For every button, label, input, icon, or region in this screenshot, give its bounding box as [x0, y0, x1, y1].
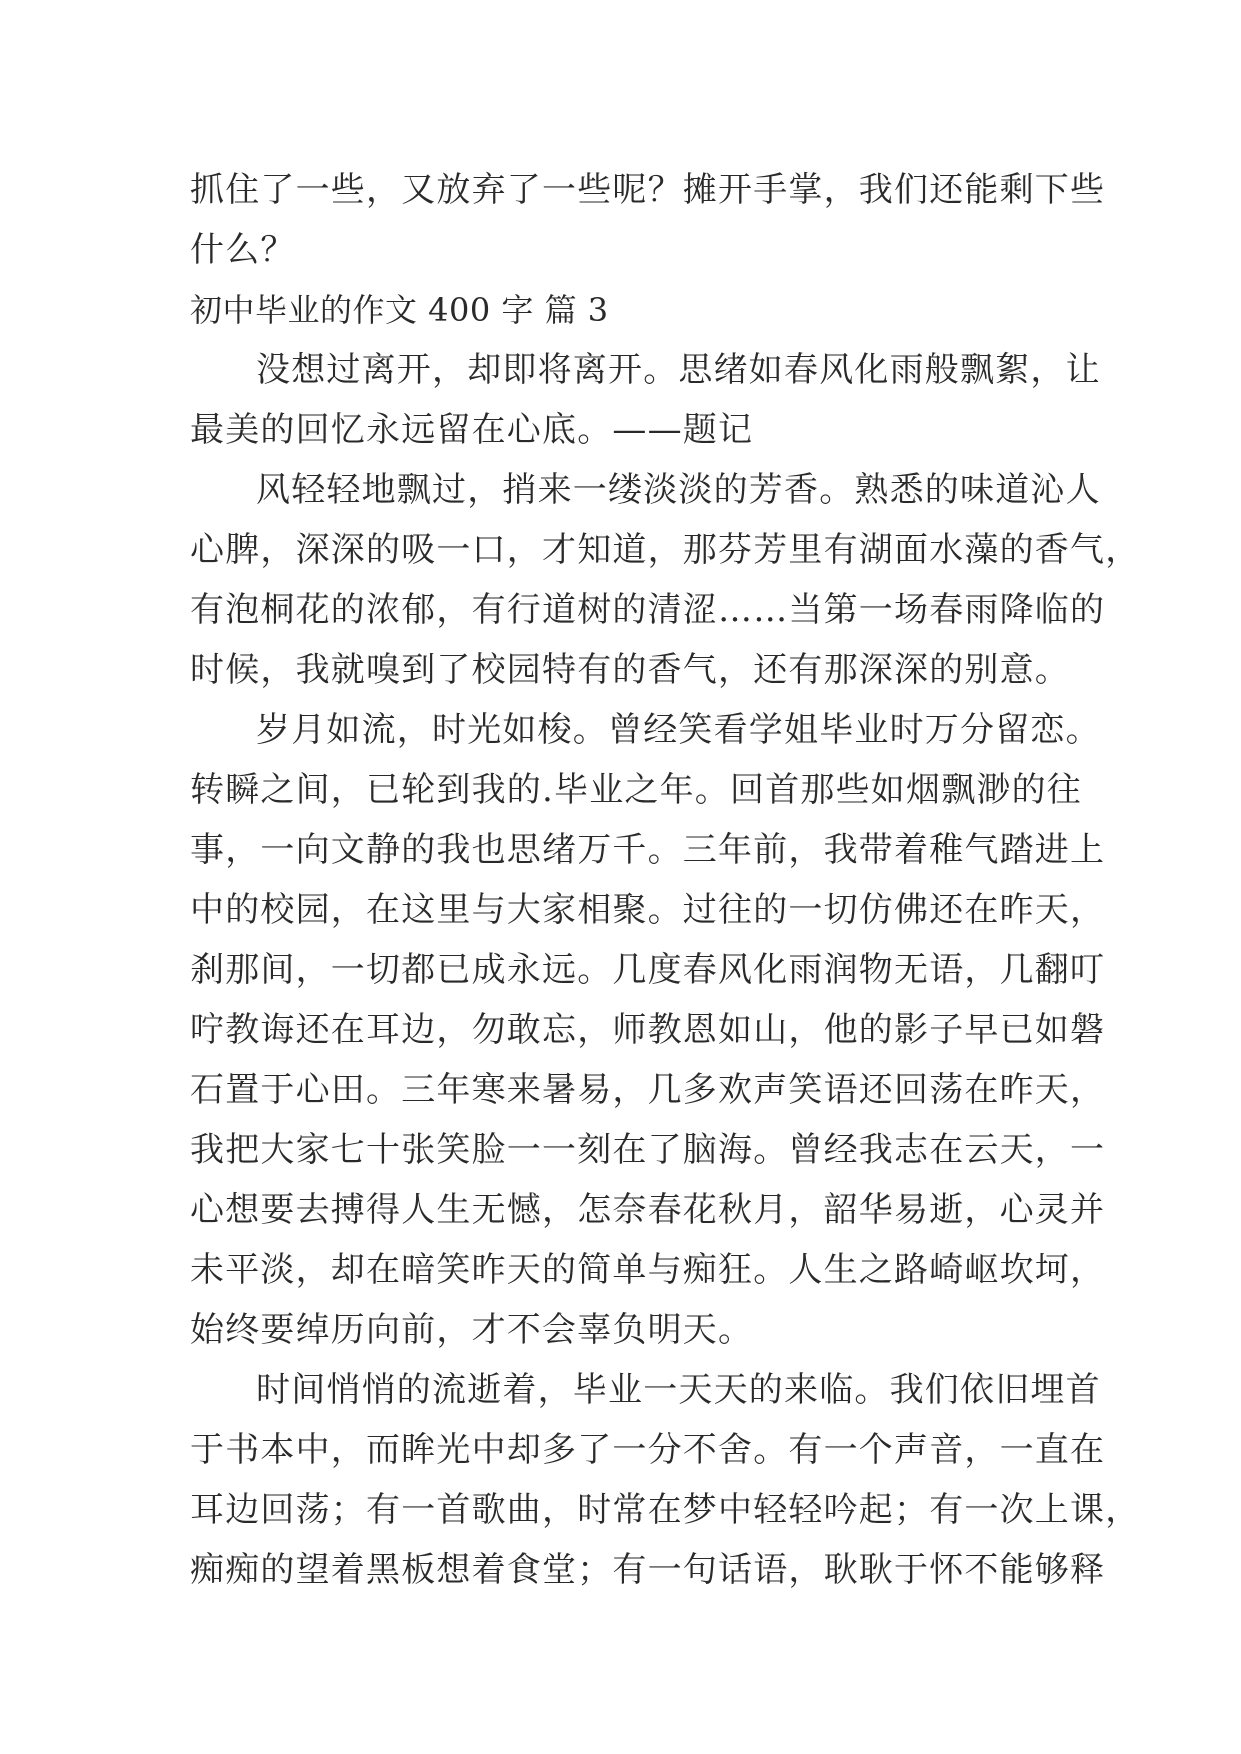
text-line: 有泡桐花的浓郁，有行道树的清涩……当第一场春雨降临的 [190, 590, 1106, 630]
text-line: 耳边回荡；有一首歌曲，时常在梦中轻轻吟起；有一次上课， [190, 1490, 1141, 1530]
paragraph-years [190, 700, 1106, 1360]
paragraph-time [190, 1360, 1141, 1600]
text-line: 痴痴的望着黑板想着食堂；有一句话语，耿耿于怀不能够释 [190, 1550, 1106, 1590]
text-line: 心脾，深深的吸一口，才知道，那芬芳里有湖面水藻的香气， [190, 530, 1141, 570]
text-line: 事，一向文静的我也思绪万千。三年前，我带着稚气踏进上 [190, 830, 1106, 870]
text-line: 石置于心田。三年寒来暑易，几多欢声笑语还回荡在昨天， [190, 1070, 1106, 1110]
paragraph-epigraph [190, 340, 1101, 460]
paragraph-fragrance [190, 460, 1141, 700]
intro-paragraph [190, 160, 1106, 280]
text-line: 什么？ [190, 230, 296, 270]
text-line: 中的校园，在这里与大家相聚。过往的一切仿佛还在昨天， [190, 890, 1106, 930]
text-line: 风轻轻地飘过，捎来一缕淡淡的芳香。熟悉的味道沁人 [256, 470, 1101, 510]
text-line: 我把大家七十张笑脸一一刻在了脑海。曾经我志在云天，一 [190, 1130, 1106, 1170]
section-heading: 初中毕业的作文 400 字 篇 3 [190, 291, 609, 329]
text-line: 时候，我就嗅到了校园特有的香气，还有那深深的别意。 [190, 650, 1070, 690]
text-line: 咛教诲还在耳边，勿敢忘，师教恩如山，他的影子早已如磐 [190, 1010, 1106, 1050]
text-line: 没想过离开，却即将离开。思绪如春风化雨般飘絮，让 [256, 350, 1101, 390]
text-line: 岁月如流，时光如梭。曾经笑看学姐毕业时万分留恋。 [256, 710, 1101, 750]
text-line: 心想要去搏得人生无憾，怎奈春花秋月，韶华易逝，心灵并 [190, 1190, 1106, 1230]
text-line: 最美的回忆永远留在心底。——题记 [190, 410, 754, 450]
text-line: 始终要绰历向前，才不会辜负明天。 [190, 1310, 754, 1350]
text-line: 时间悄悄的流逝着，毕业一天天的来临。我们依旧埋首 [256, 1370, 1101, 1410]
text-line: 转瞬之间，已轮到我的.毕业之年。回首那些如烟飘渺的往 [190, 770, 1083, 810]
text-line: 刹那间，一切都已成永远。几度春风化雨润物无语，几翻叮 [190, 950, 1106, 990]
text-line: 抓住了一些，又放弃了一些呢？摊开手掌，我们还能剩下些 [190, 170, 1106, 210]
text-line: 于书本中，而眸光中却多了一分不舍。有一个声音，一直在 [190, 1430, 1106, 1470]
document-page [190, 160, 1141, 1600]
text-line: 未平淡，却在暗笑昨天的简单与痴狂。人生之路崎岖坎坷， [190, 1250, 1106, 1290]
